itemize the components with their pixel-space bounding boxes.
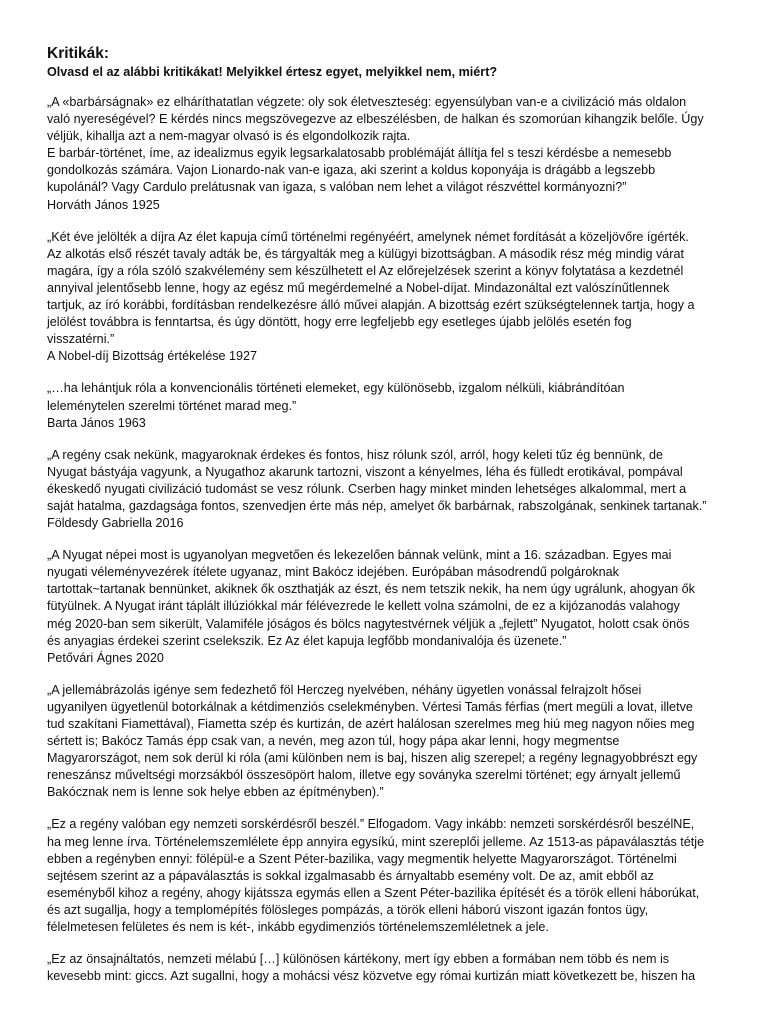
critique-quote: „Ez az önsajnáltatós, nemzeti mélabú […] különösen kártékony, mert így ebben a formában nem több és nem is kevesebb mint: giccs. Azt sugallni, hogy a mohácsi vész közvetve egy római kurtizán miatt következett be, hiszen ha bbox=[47, 952, 696, 984]
critique-block bbox=[47, 547, 727, 667]
critique-author: Földesdy Gabriella 2016 bbox=[47, 516, 184, 531]
critique-block bbox=[47, 447, 727, 532]
critique-quote: „A «barbárságnak» ez elháríthatatlan végzete: oly sok életveszteség: egyensúlyban van-e a civilizáció más oldalon való nyereségével? E kérdés nincs megszövegezve az elbeszélésben, de halkan és szomorúan kihangzik belőle. Úgy véljük, kihallja azt a nem-magyar olvasó is és elgondolkozik rajta. E barbár-történet, íme, az idealizmus egyik legsarkalatosabb problémáját állítja fel s teszi kérdésbe a nemesebb gondolkozás számára. Vajon Lionardo-nak van-e igaza, aki szerint a koldus koponyája is drágább a legszebb kupolánál? Vagy Cardulo prelátusnak van igaza, s valóban nem lehet a világot részvéttel kormányozni?” bbox=[47, 95, 704, 195]
critique-quote: „Ez a regény valóban egy nemzeti sorskérdésről beszél.” Elfogadom. Vagy inkább: nemzeti sorskérdésről beszélNE, ha meg lenne írva. Történelemszemlélete épp annyira egysíkú, mint szereplői jelleme. Az 1513-as pápaválasztás tétje ebben a regényben ennyi: fölépül-e a Szent Péter-bazilika, vagy megmentik helyette Magyarországot. Történelmi sejtésem szerint az a pápaválasztás is sokkal izgalmasabb és árnyaltabb esemény volt. De az, amit ebből az eseményből kihoz a regény, ahogy kijátssza egymás ellen a Szent Péter-bazilika építését és a török elleni háborúkat, és azt sugallja, hogy a templomépítés fölösleges pompázás, a török elleni háború viszont igazán fontos ügy, félelmetesen felületes és nem is két-, inkább egydimenziós történelemszemléletnek a jele. bbox=[47, 817, 705, 935]
critique-author: A Nobel-díj Bizottság értékelése 1927 bbox=[47, 349, 258, 364]
critique-author: Horváth János 1925 bbox=[47, 197, 160, 212]
critique-block bbox=[47, 951, 727, 985]
critique-block bbox=[47, 682, 727, 802]
page-title: Kritikák: bbox=[47, 45, 110, 62]
critique-block bbox=[47, 94, 727, 214]
critique-quote: „A jellemábrázolás igénye sem fedezhető föl Herczeg nyelvében, néhány ügyetlen vonással felrajzolt hősei ugyanilyen ügyetlenül botorkálnak a kétdimenziós cselekményben. Vértesi Tamás férfias (mert megüli a lovat, illetve tud szakítani Fiamettával), Fiametta szép és kurtizán, de azért halálosan szerelmes meg hiú meg nagyon nőies meg sértett is; Bakócz Tamás épp csak van, a nevén, meg azon túl, hogy pápa akar lenni, hogy megmentse Magyarországot, nem sok derül ki róla (ami különben nem is baj, hiszen alig szerepel; a regény legnagyobbrészt egy reneszánsz műveltségi morzsákból összesöpört halom, illetve egy soványka szerelmi történet; egy árnyalt jellemű Bakócznak nem is lenne sok helye ebben az építményben).” bbox=[47, 682, 698, 800]
critique-author: Barta János 1963 bbox=[47, 415, 146, 430]
critique-quote: „Két éve jelölték a díjra Az élet kapuja című történelmi regényéért, amelynek német fordítását a közeljövőre ígérték. Az alkotás első részét tavaly adták be, és tárgyalták meg a külügyi bizottságban. A második rész még mindig várat magára, így a róla szóló szakvélemény sem készülhetett el Az előrejelzések szerint a könyv folytatása a kezdetnél annyival jelentősebb lenne, hogy az egész mű megérdemelné a Nobel-díjat. Mindazonáltal ezt valószínűtlennek tartjuk, az író korábbi, fordításban rendelkezésre álló művei alapján. A bizottság ezért szükségtelennek tartja, hogy a jelölést továbbra is fenntartsa, és úgy döntött, hogy erre legfeljebb egy esetleges újabb jelölés esetén fog visszatérni.” bbox=[47, 229, 695, 347]
critique-block bbox=[47, 229, 727, 366]
critique-block bbox=[47, 380, 727, 431]
critique-author: Petővári Ágnes 2020 bbox=[47, 650, 164, 665]
critique-quote: „A regény csak nekünk, magyaroknak érdekes és fontos, hisz rólunk szól, arról, hogy keleti tűz ég bennünk, de Nyugat bástyája vagyunk, a Nyugathoz akarunk tartozni, viszont a kényelmes, léha és fülledt erotikával, pompával ékeskedő nyugati civilizáció tudomást se vesz rólunk. Cserben hagy minket minden lehetséges alkalommal, mert a saját hatalma, gazdagsága fontos, szenvedjen érte más nép, amelyet ők barbárnak, rabszolgának, senkinek tartanak.” bbox=[47, 447, 707, 513]
critique-quote: „…ha lehántjuk róla a konvencionális történeti elemeket, egy különösebb, izgalom nélküli, kiábrándítóan leleménytelen szerelmi történet marad meg.” bbox=[47, 381, 625, 413]
document-page bbox=[47, 44, 727, 985]
instruction-text: Olvasd el az alábbi kritikákat! Melyikkel értesz egyet, melyikkel nem, miért? bbox=[47, 65, 498, 79]
critique-block bbox=[47, 816, 727, 936]
critique-quote: „A Nyugat népei most is ugyanolyan megvetően és lekezelően bánnak velünk, mint a 16. században. Egyes mai nyugati véleményvezérek ítélete ugyanaz, mint Bakócz idejében. Európában másodrendű polgároknak tartottak~tartanak bennünket, akiknek ők oszthatják az észt, és nem tetszik nekik, ha nem úgy ugrálunk, ahogyan ők fütyülnek. A Nyugat iránt táplált illúziókkal már félévezrede le kellett volna számolni, de ez a kijózanodás valahogy még 2020-ban sem sikerült, Valamiféle jóságos és bölcs nagytestvérnek véljük a „fejlett” Nyugatot, holott csak önös és anyagias érdekei szerint cselekszik. Ez Az élet kapuja legfőbb mondanivalója és üzenete.” bbox=[47, 548, 695, 648]
